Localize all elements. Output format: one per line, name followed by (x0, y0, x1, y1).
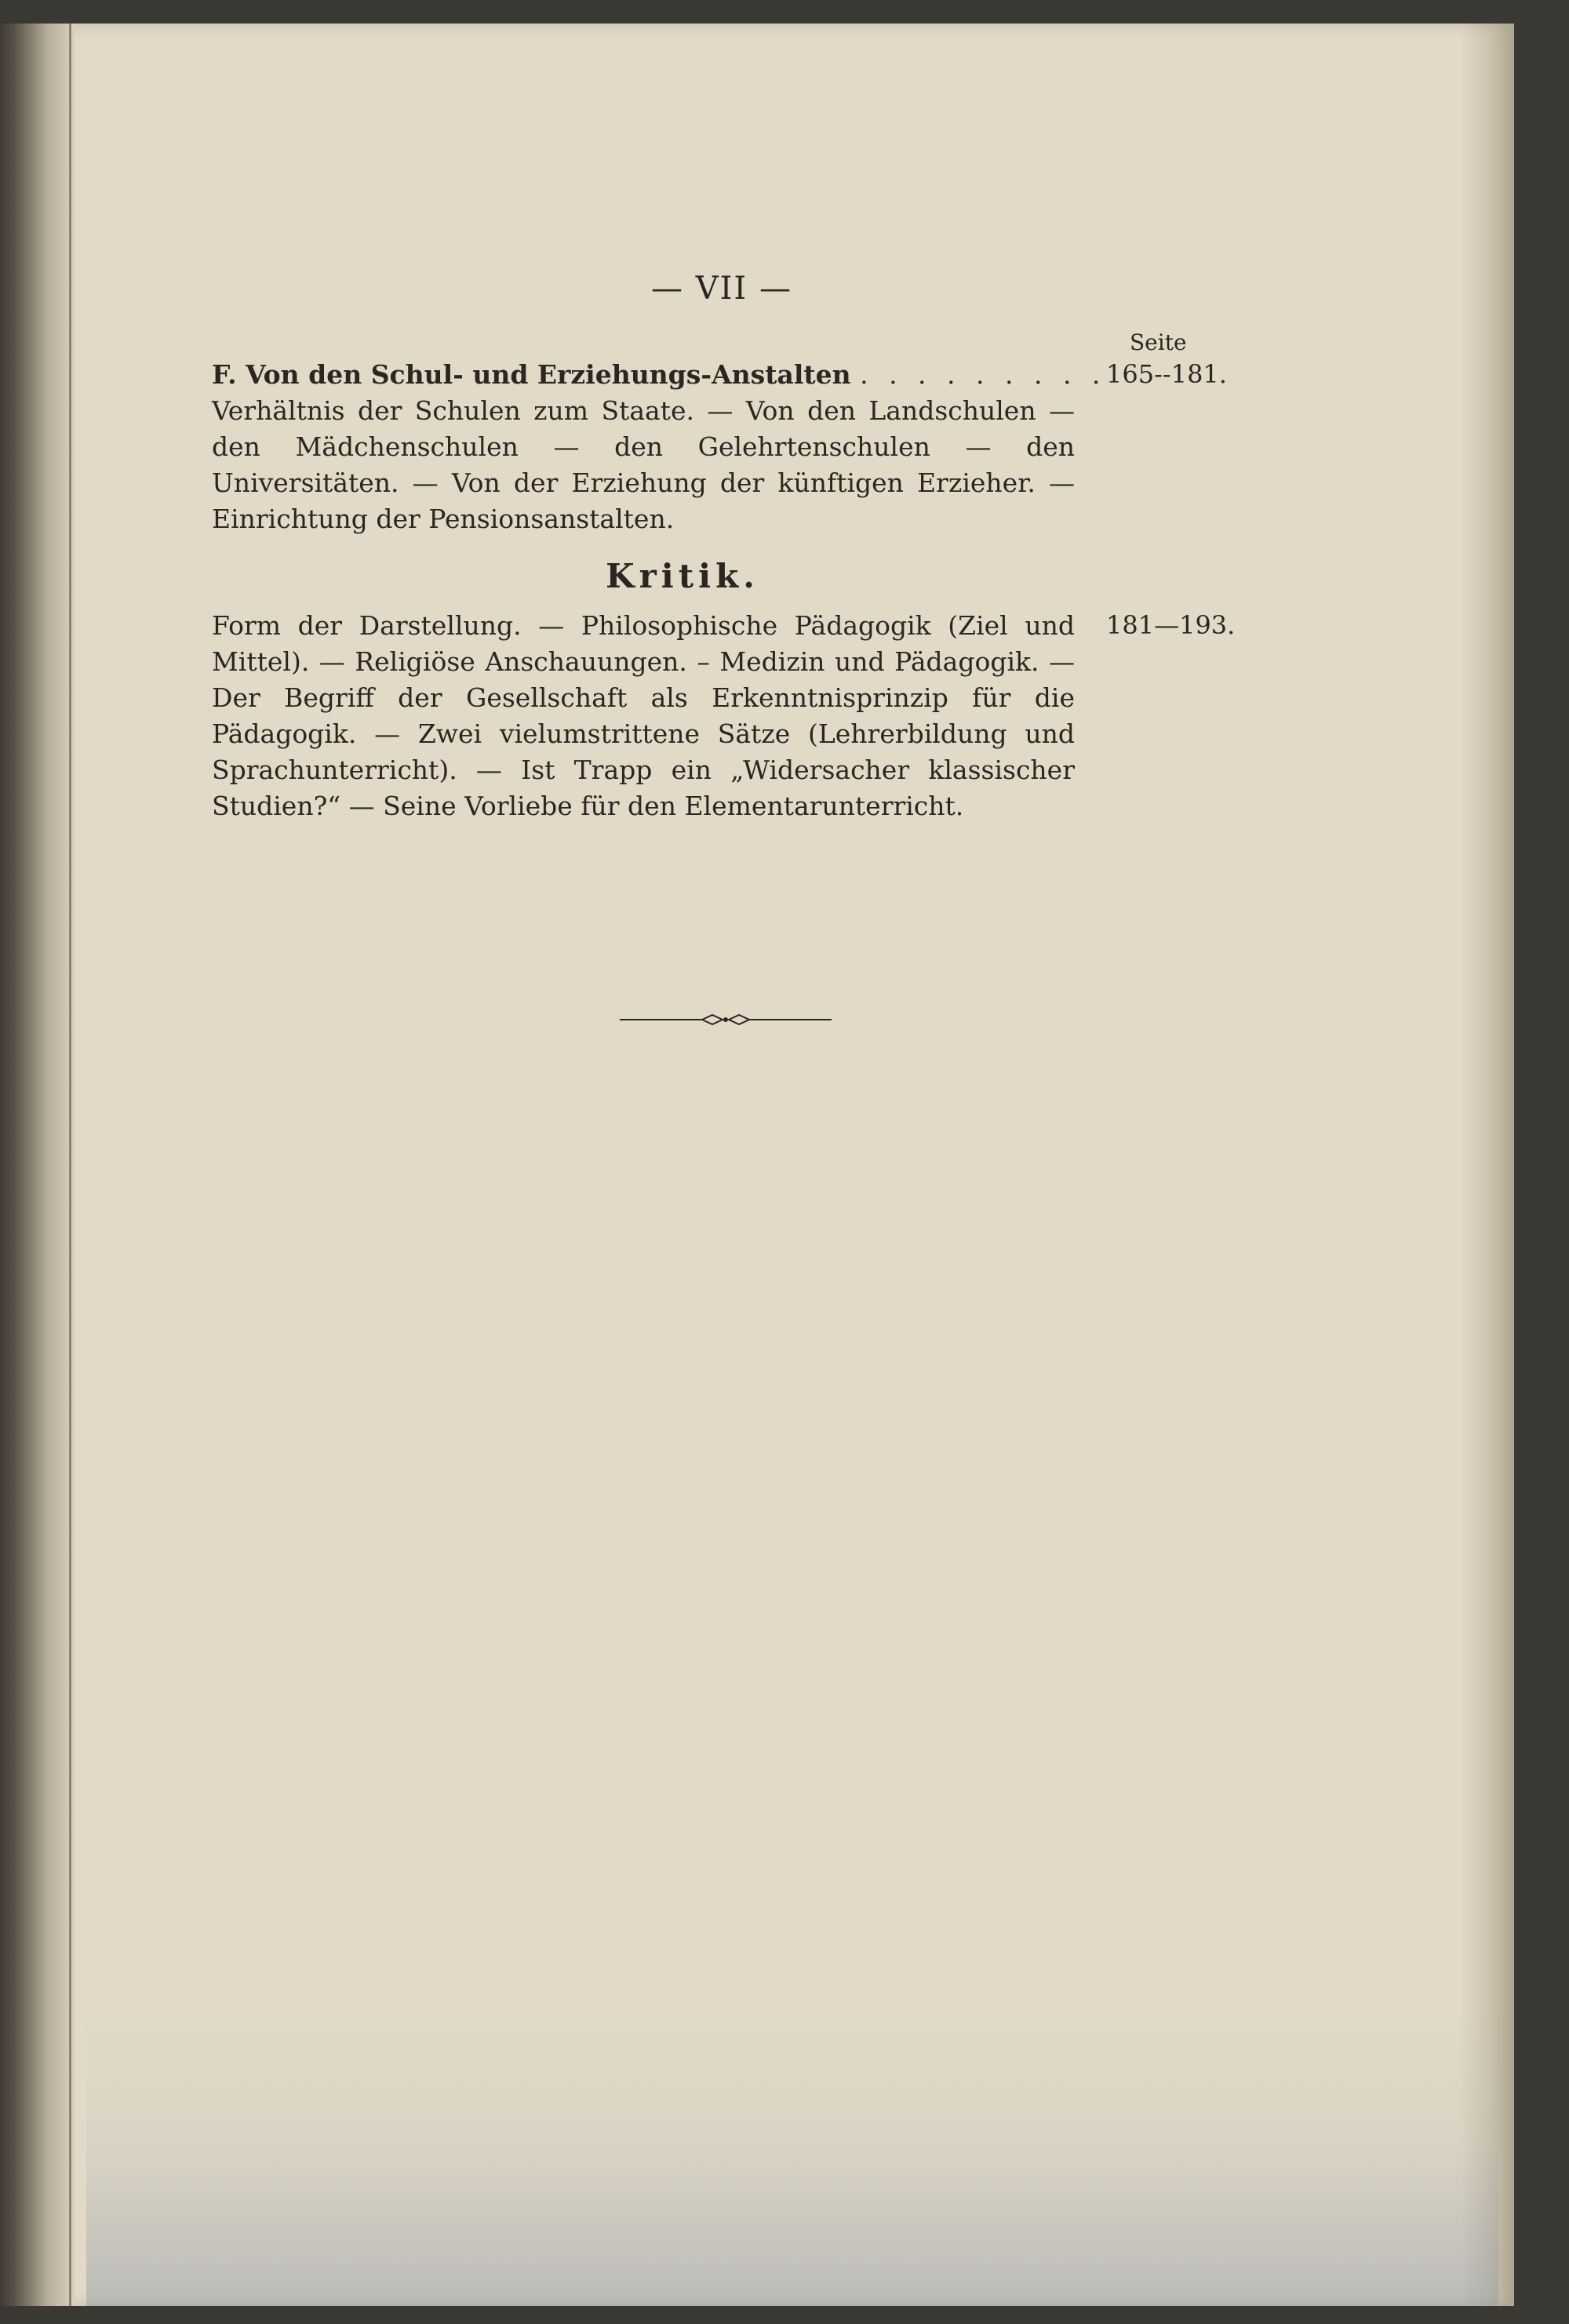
toc-heading-text: F. Von den Schul- und Erziehungs-Anstalten (212, 359, 851, 390)
toc-entry-description: Form der Darstellung. — Philosophische Pädagogik (Ziel und Mittel). — Religiöse Anschauungen. – Medizin und Pädagogik. — Der Begriff der Gesellschaft als Erkenntnisprinzip für die Pädagogik. — Zwei vielumstrittene Sätze (Lehrerbildung und Sprachunterricht). — Ist Trapp ein „Widersacher klassischer Studien?“ — Seine Vorliebe für den Elementarunterricht. (212, 610, 1075, 821)
toc-entry-kritik (212, 608, 1075, 824)
page-column-label: Seite (1130, 329, 1187, 355)
edge-stain (1459, 24, 1514, 2306)
show-through-shadow (86, 2008, 1498, 2306)
leader-dots: . . . . . . . . . (860, 359, 1107, 390)
ornament-divider (620, 1012, 832, 1027)
fold-line (69, 24, 71, 2306)
section-title-kritik: Kritik. (606, 557, 759, 595)
toc-entry-pages: 181—193. (1106, 610, 1236, 640)
toc-entry-description: Verhältnis der Schulen zum Staate. — Von den Landschulen — den Mädchenschulen — den Gelehrtenschulen — den Universitäten. — Von der Erziehung der künftigen Erzieher. — Einrichtung der Pensionsanstalten. (212, 395, 1075, 534)
book-page (0, 24, 1514, 2306)
toc-entry-pages: 165--181. (1106, 359, 1227, 389)
page-number: — VII — (651, 271, 792, 307)
page-gutter (0, 24, 75, 2306)
toc-entry-f (212, 357, 1107, 537)
toc-entry-heading (212, 357, 1107, 393)
